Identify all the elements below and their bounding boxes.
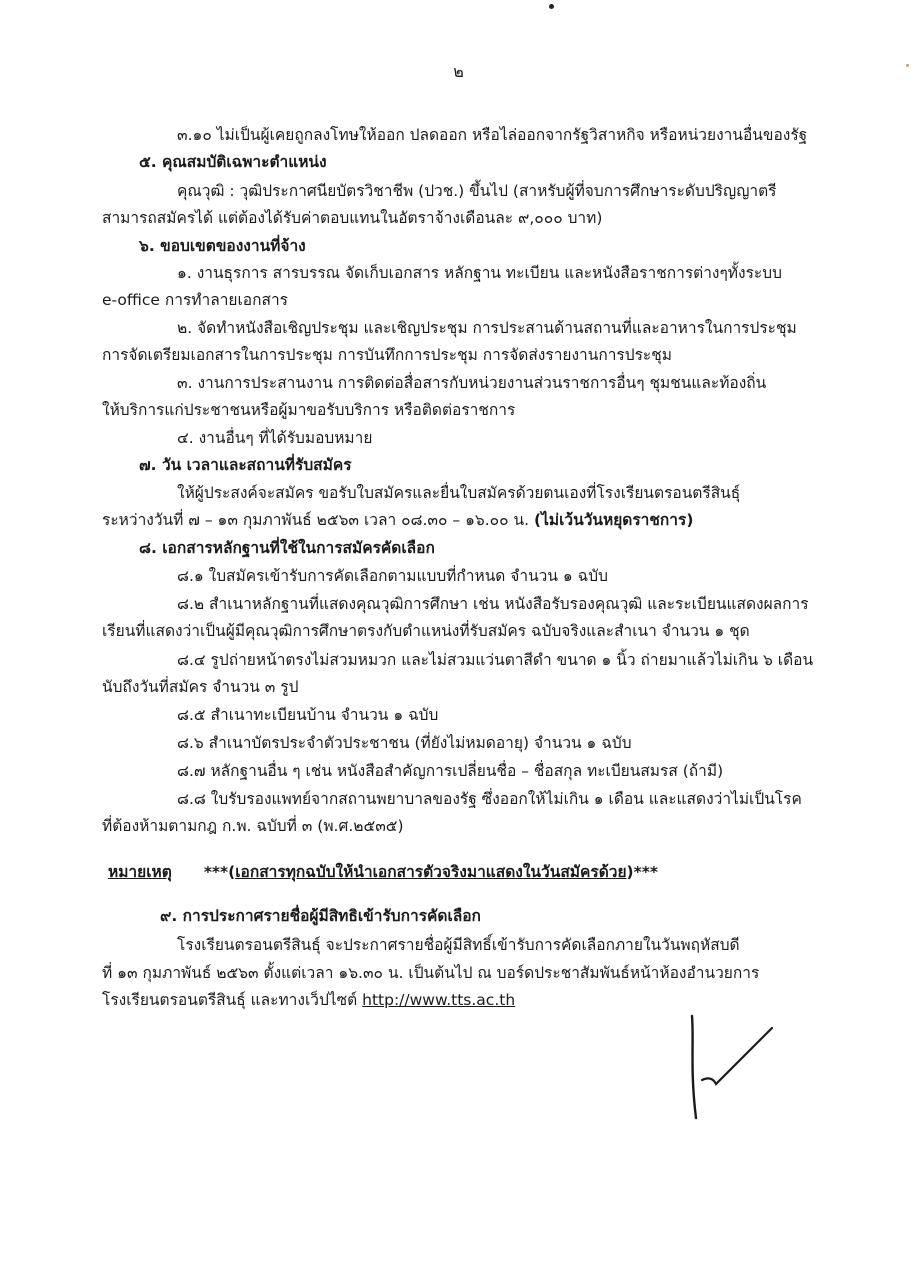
document-8-4-line-1: ๘.๔ รูปถ่ายหน้าตรงไม่สวมหมวก และไม่สวมแว่นตาสีดำ ขนาด ๑ นิ้ว ถ่ายมาแล้วไม่เกิน ๖ เดือน (177, 651, 814, 669)
heading-section-7: ๗. วัน เวลาและสถานที่รับสมัคร (139, 456, 352, 474)
website-link[interactable]: http://www.tts.ac.th (362, 991, 516, 1009)
qualification-line-2: สามารถสมัครได้ แต่ต้องได้รับค่าตอบแทนในอัตราจ้างเดือนละ ๙,๐๐๐ บาท) (102, 209, 603, 227)
announcement-text: โรงเรียนตรอนตรีสินธุ์ และทางเว็ปไซต์ (102, 991, 358, 1009)
document-8-6: ๘.๖ สำเนาบัตรประจำตัวประชาชน (ที่ยังไม่หมดอายุ) จำนวน ๑ ฉบับ (177, 734, 632, 752)
scan-mark (549, 4, 554, 9)
application-line-2 (102, 509, 693, 531)
item-3-10: ๓.๑๐ ไม่เป็นผู้เคยถูกลงโทษให้ออก ปลดออก หรือไล่ออกจากรัฐวิสาหกิจ หรือหน่วยงานอื่นของรัฐ (177, 126, 808, 144)
document-8-8-line-2: ที่ต้องห้ามตามกฎ ก.พ. ฉบับที่ ๓ (พ.ศ.๒๕๓๕) (102, 817, 404, 835)
document-8-5: ๘.๕ สำเนาทะเบียนบ้าน จำนวน ๑ ฉบับ (177, 706, 439, 724)
page-number: ๒ (453, 62, 464, 81)
note-line (108, 861, 658, 883)
note-suffix: )*** (626, 863, 658, 881)
application-note: (ไม่เว้นวันหยุดราชการ) (534, 511, 694, 529)
announcement-line-3 (102, 989, 515, 1011)
note-label: หมายเหตุ (108, 863, 172, 881)
document-8-8-line-1: ๘.๘ ใบรับรองแพทย์จากสถานพยาบาลของรัฐ ซึ่งออกให้ไม่เกิน ๑ เดือน และแสดงว่าไม่เป็นโรค (177, 790, 802, 808)
scope-1-line-2: e-office การทำลายเอกสาร (102, 291, 288, 309)
note-text: เอกสารทุกฉบับให้นำเอกสารตัวจริงมาแสดงในวันสมัครด้วย (235, 863, 627, 881)
heading-section-8: ๘. เอกสารหลักฐานที่ใช้ในการสมัครคัดเลือก (139, 539, 435, 557)
document-8-2-line-2: เรียนที่แสดงว่าเป็นผู้มีคุณวุฒิการศึกษาตรงกับตำแหน่งที่รับสมัคร ฉบับจริงและสำเนา จำนวน ๑ ชุด (102, 622, 750, 640)
announcement-line-1: โรงเรียนตรอนตรีสินธุ์ จะประกาศรายชื่อผู้มีสิทธิ์เข้ารับการคัดเลือกภายในวันพฤหัสบดี (177, 936, 740, 954)
heading-section-9: ๙. การประกาศรายชื่อผู้มีสิทธิเข้ารับการคัดเลือก (160, 907, 481, 925)
document-8-7: ๘.๗ หลักฐานอื่น ๆ เช่น หนังสือสำคัญการเปลี่ยนชื่อ – ชื่อสกุล ทะเบียนสมรส (ถ้ามี) (177, 762, 724, 780)
scope-1-line-1: ๑. งานธุรการ สารบรรณ จัดเก็บเอกสาร หลักฐาน ทะเบียน และหนังสือราชการต่างๆทั้งระบบ (177, 264, 782, 282)
scope-2-line-1: ๒. จัดทำหนังสือเชิญประชุม และเชิญประชุม การประสานด้านสถานที่และอาหารในการประชุม (177, 319, 797, 337)
scope-2-line-2: การจัดเตรียมเอกสารในการประชุม การบันทึกการประชุม การจัดส่งรายงานการประชุม (102, 346, 672, 364)
heading-section-5: ๕. คุณสมบัติเฉพาะตำแหน่ง (139, 153, 327, 171)
application-line-1: ให้ผู้ประสงค์จะสมัคร ขอรับใบสมัครและยื่นใบสมัครด้วยตนเองที่โรงเรียนตรอนตรีสินธุ์ (177, 484, 741, 502)
scope-4: ๔. งานอื่นๆ ที่ได้รับมอบหมาย (177, 429, 373, 447)
scope-3-line-1: ๓. งานการประสานงาน การติดต่อสื่อสารกับหน่วยงานส่วนราชการอื่นๆ ชุมชนและท้องถิ่น (177, 374, 767, 392)
qualification-line-1: คุณวุฒิ : วุฒิประกาศนียบัตรวิชาชีพ (ปวช.) ขึ้นไป (สาหรับผู้ที่จบการศึกษาระดับปริญญาตรี (177, 182, 777, 200)
heading-section-6: ๖. ขอบเขตของงานที่จ้าง (139, 237, 306, 255)
scope-3-line-2: ให้บริการแก่ประชาชนหรือผู้มาขอรับบริการ หรือติดต่อราชการ (102, 401, 516, 419)
announcement-line-2: ที่ ๑๓ กุมภาพันธ์ ๒๕๖๓ ตั้งแต่เวลา ๑๖.๓๐ น. เป็นต้นไป ณ บอร์ดประชาสัมพันธ์หน้าห้องอำนวยการ (102, 964, 760, 982)
document-8-4-line-2: นับถึงวันที่สมัคร จำนวน ๓ รูป (102, 678, 299, 696)
document-8-2-line-1: ๘.๒ สำเนาหลักฐานที่แสดงคุณวุฒิการศึกษา เช่น หนังสือรับรองคุณวุฒิ และระเบียนแสดงผลการ (177, 595, 809, 613)
signature-mark (680, 1010, 790, 1130)
application-dates: ระหว่างวันที่ ๗ – ๑๓ กุมภาพันธ์ ๒๕๖๓ เวลา ๐๘.๓๐ – ๑๖.๐๐ น. (102, 511, 530, 529)
document-8-1: ๘.๑ ใบสมัครเข้ารับการคัดเลือกตามแบบที่กำหนด จำนวน ๑ ฉบับ (177, 567, 608, 585)
note-prefix: ***( (203, 863, 236, 881)
